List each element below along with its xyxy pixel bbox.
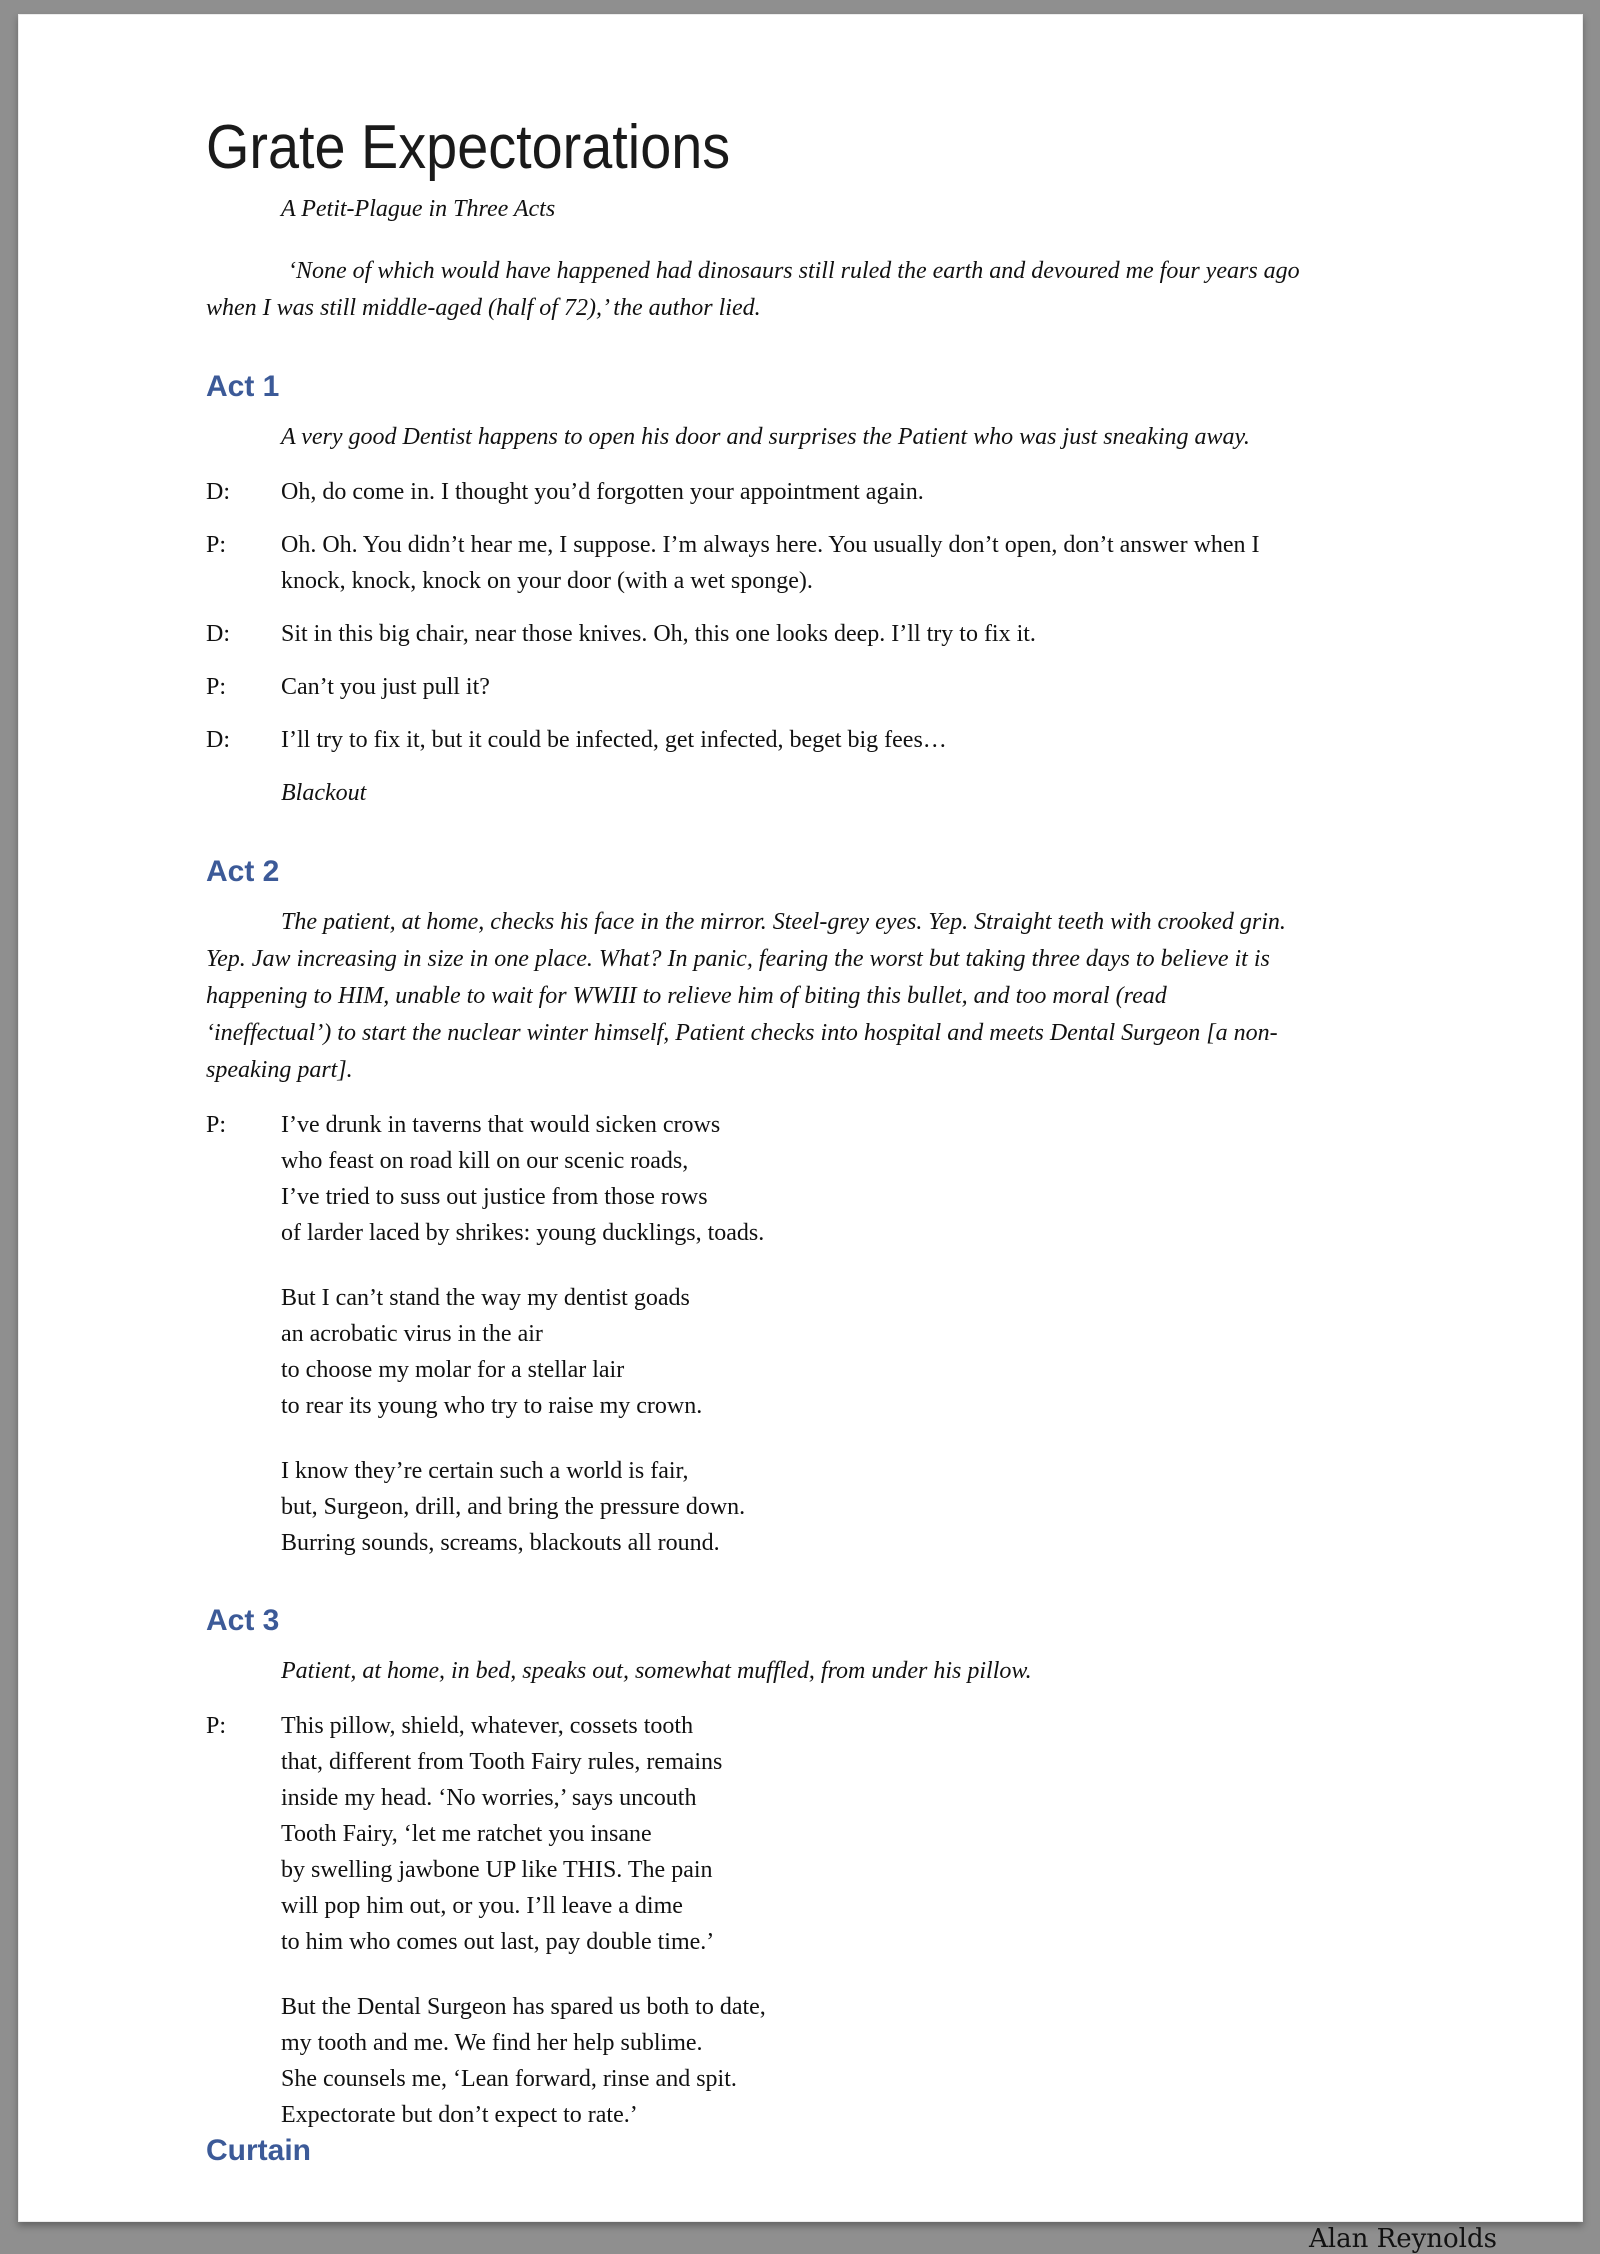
speaker-label: P: [206, 1112, 227, 1138]
dialogue-lines [281, 669, 1497, 705]
dialogue-entry [206, 1989, 1497, 2133]
author-name: Alan Reynolds [1309, 2224, 1497, 2254]
stage-direction-line: Blackout [281, 780, 367, 806]
act-heading: Act 1 [206, 370, 280, 403]
dialogue-entry [206, 1453, 1497, 1561]
dialogue-lines [281, 616, 1497, 652]
script-body [206, 371, 1497, 2167]
stage-direction [206, 419, 1497, 456]
dialogue-line: Oh. Oh. You didn’t hear me, I suppose. I’m always here. You usually don’t open, don’t answer when I [281, 532, 1260, 558]
speaker-label: D: [206, 727, 230, 753]
stage-direction-line: A very good Dentist happens to open his door and surprises the Patient who was just sneaking away. [281, 424, 1250, 450]
dialogue-lines [281, 722, 1497, 758]
dialogue-entry [206, 669, 1497, 705]
dialogue-line: knock, knock, knock on your door (with a wet sponge). [281, 568, 813, 594]
dialogue-line: to rear its young who try to raise my crown. [281, 1393, 703, 1419]
dialogue-line: to him who comes out last, pay double time.’ [281, 1929, 715, 1955]
dialogue-line: Expectorate but don’t expect to rate.’ [281, 2102, 638, 2128]
document-subtitle: A Petit-Plague in Three Acts [281, 196, 556, 222]
dialogue-entry [206, 616, 1497, 652]
dialogue-entry [206, 527, 1497, 599]
epigraph [206, 253, 1497, 327]
stage-direction-line: ‘ineffectual’) to start the nuclear winter himself, Patient checks into hospital and meets Dental Surgeon [a non- [206, 1020, 1278, 1046]
dialogue-line: Sit in this big chair, near those knives. Oh, this one looks deep. I’ll try to fix it. [281, 621, 1036, 647]
dialogue-lines [281, 474, 1497, 510]
stage-direction [206, 904, 1497, 1089]
dialogue-lines [281, 1107, 1497, 1251]
dialogue-line: Tooth Fairy, ‘let me ratchet you insane [281, 1821, 652, 1847]
dialogue-lines [281, 527, 1497, 599]
document-page [18, 14, 1583, 2254]
dialogue-line: my tooth and me. We find her help sublime. [281, 2030, 703, 2056]
dialogue-lines [281, 1708, 1497, 1960]
stage-direction-line: Patient, at home, in bed, speaks out, somewhat muffled, from under his pillow. [281, 1658, 1032, 1684]
dialogue-line: that, different from Tooth Fairy rules, remains [281, 1749, 723, 1775]
dialogue-line: who feast on road kill on our scenic roads, [281, 1148, 689, 1174]
stage-direction [206, 775, 1497, 812]
dialogue-entry [206, 474, 1497, 510]
dialogue-line: but, Surgeon, drill, and bring the pressure down. [281, 1494, 746, 1520]
dialogue-line: I’ve drunk in taverns that would sicken crows [281, 1112, 721, 1138]
epigraph-line: ‘None of which would have happened had dinosaurs still ruled the earth and devoured me four years ago [288, 258, 1300, 284]
dialogue-entry [206, 722, 1497, 758]
dialogue-line: an acrobatic virus in the air [281, 1321, 543, 1347]
dialogue-lines [281, 1280, 1497, 1424]
speaker-label: P: [206, 674, 227, 700]
stage-direction-line: happening to HIM, unable to wait for WWIII to relieve him of biting this bullet, and too moral (read [206, 983, 1167, 1009]
speaker-label: P: [206, 1713, 227, 1739]
dialogue-line: Burring sounds, screams, blackouts all round. [281, 1530, 720, 1556]
dialogue-line: I’ve tried to suss out justice from those rows [281, 1184, 708, 1210]
dialogue-line: But I can’t stand the way my dentist goads [281, 1285, 690, 1311]
speaker-label: P: [206, 532, 227, 558]
dialogue-line: of larder laced by shrikes: young ducklings, toads. [281, 1220, 765, 1246]
dialogue-line: inside my head. ‘No worries,’ says uncouth [281, 1785, 697, 1811]
dialogue-line: She counsels me, ‘Lean forward, rinse and spit. [281, 2066, 737, 2092]
dialogue-line: But the Dental Surgeon has spared us both to date, [281, 1994, 766, 2020]
dialogue-line: will pop him out, or you. I’ll leave a dime [281, 1893, 683, 1919]
dialogue-line: by swelling jawbone UP like THIS. The pain [281, 1857, 713, 1883]
dialogue-lines [281, 1453, 1497, 1561]
act-heading: Act 3 [206, 1604, 280, 1637]
dialogue-line: This pillow, shield, whatever, cossets tooth [281, 1713, 694, 1739]
dialogue-line: I know they’re certain such a world is fair, [281, 1458, 689, 1484]
document-title: Grate Expectorations [206, 113, 731, 182]
dialogue-entry [206, 1107, 1497, 1251]
dialogue-entry [206, 1280, 1497, 1424]
stage-direction-line: Yep. Jaw increasing in size in one place. What? In panic, fearing the worst but taking three days to believe it is [206, 946, 1270, 972]
act-heading: Act 2 [206, 855, 280, 888]
document-content [19, 15, 1582, 2254]
stage-direction-line: speaking part]. [206, 1057, 353, 1083]
speaker-label: D: [206, 479, 230, 505]
dialogue-lines [281, 1989, 1497, 2133]
speaker-label: D: [206, 621, 230, 647]
dialogue-line: to choose my molar for a stellar lair [281, 1357, 625, 1383]
dialogue-line: I’ll try to fix it, but it could be infected, get infected, beget big fees… [281, 727, 947, 753]
dialogue-line: Oh, do come in. I thought you’d forgotten your appointment again. [281, 479, 924, 505]
epigraph-line: when I was still middle-aged (half of 72),’ the author lied. [206, 295, 761, 321]
dialogue-line: Can’t you just pull it? [281, 674, 490, 700]
stage-direction-line: The patient, at home, checks his face in the mirror. Steel-grey eyes. Yep. Straight teeth with crooked grin. [281, 909, 1286, 935]
curtain-heading: Curtain [206, 2134, 311, 2167]
stage-direction [206, 1653, 1497, 1690]
dialogue-entry [206, 1708, 1497, 1960]
